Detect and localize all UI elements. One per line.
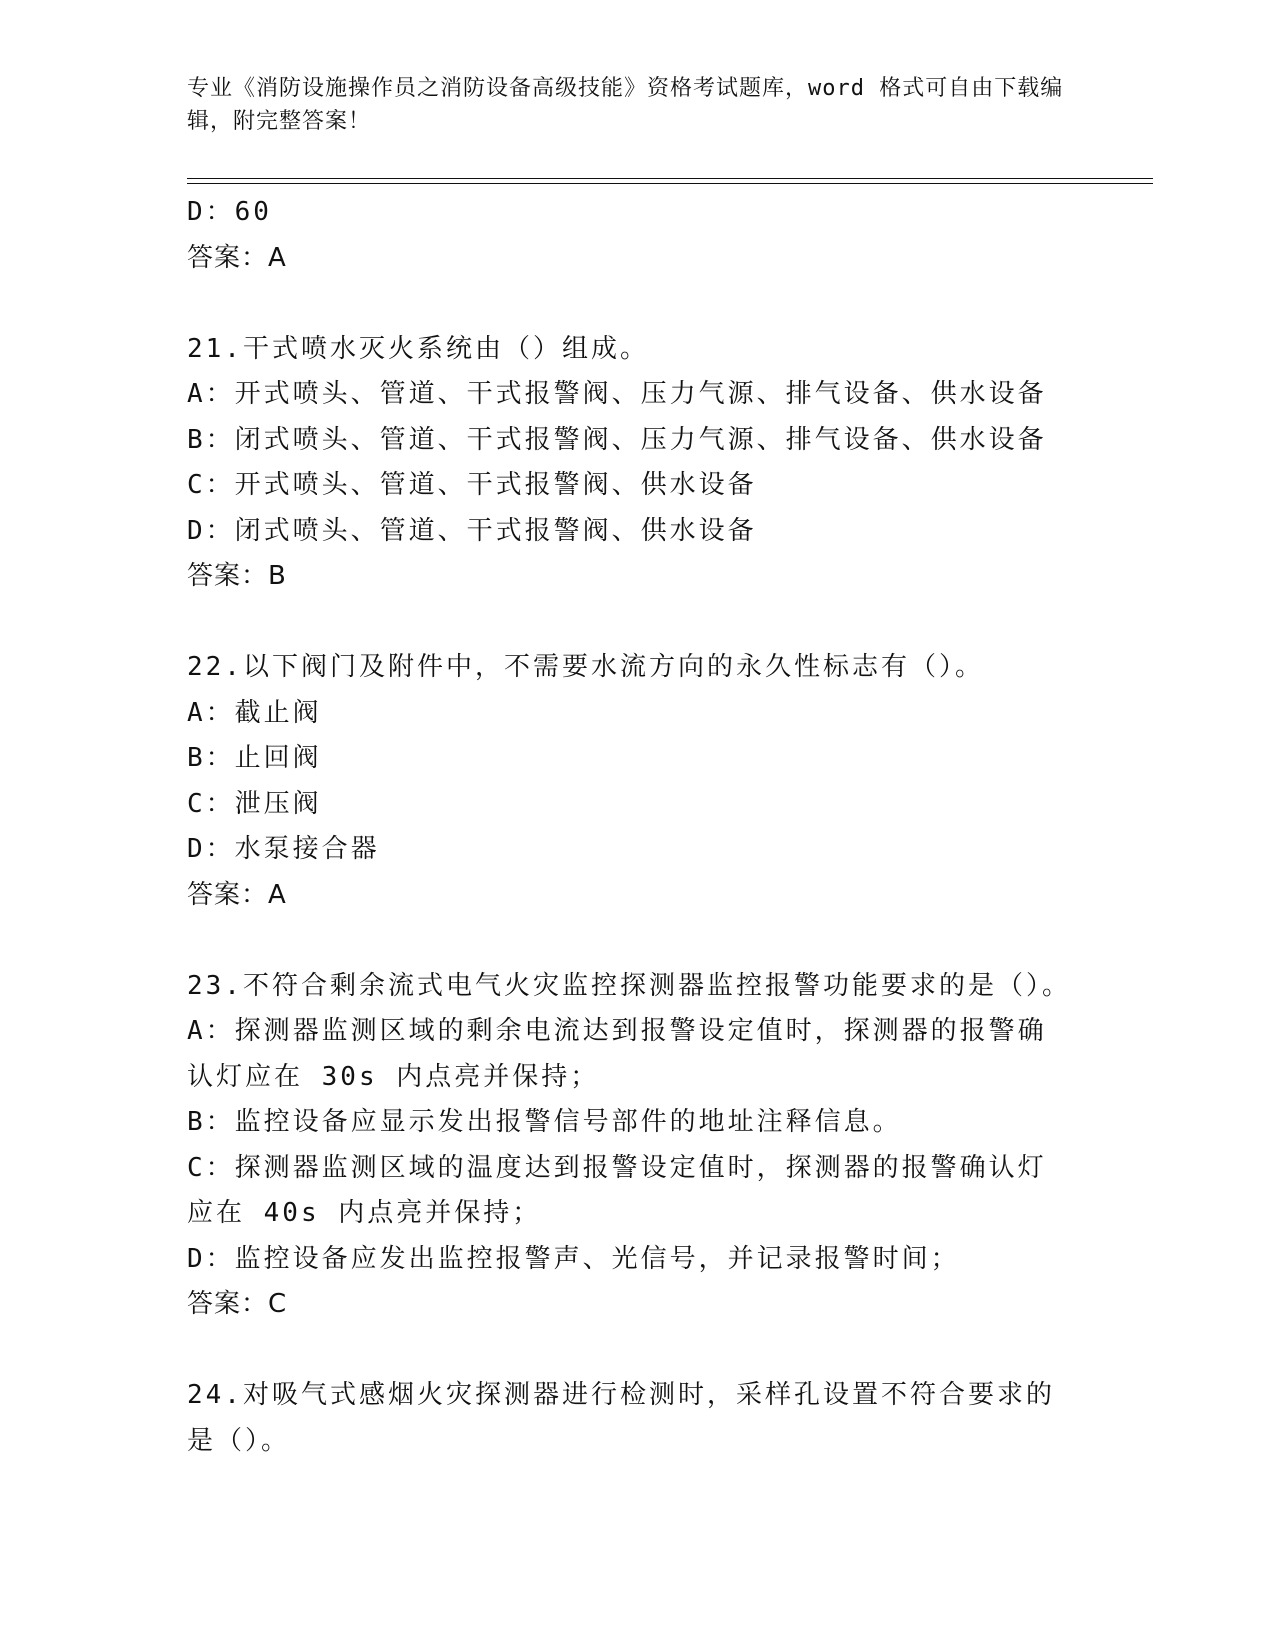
answer: 答案：B [187, 561, 287, 591]
question-23 [187, 964, 1071, 1328]
question-21 [187, 327, 1067, 600]
option-c: C：泄压阀 [187, 788, 322, 819]
question-stem: 21.干式喷水灭火系统由（）组成。 [187, 333, 649, 364]
question-24 [187, 1373, 1067, 1464]
option-b: B：监控设备应显示发出报警信号部件的地址注释信息。 [187, 1107, 902, 1137]
spacer [187, 281, 1067, 327]
question-stem: 24.对吸气式感烟火灾探测器进行检测时，采样孔设置不符合要求的是（）。 [187, 1380, 1055, 1456]
prev-option-d: D：60 [187, 197, 272, 227]
option-d: D：监控设备应发出监控报警声、光信号，并记录报警时间； [187, 1243, 960, 1274]
answer: 答案：A [187, 879, 287, 910]
answer: 答案：C [187, 1289, 288, 1319]
header-rule-top [187, 178, 1153, 179]
spacer [187, 600, 1067, 646]
option-d: D：水泵接合器 [187, 834, 380, 864]
header-rule-bottom [187, 183, 1153, 184]
option-c: C：探测器监测区域的温度达到报警设定值时，探测器的报警确认灯应在 40s 内点亮并保持； [187, 1152, 1047, 1228]
spacer [187, 918, 1067, 964]
option-a: A：探测器监测区域的剩余电流达到报警设定值时，探测器的报警确认灯应在 30s 内点亮并保持； [187, 1016, 1047, 1092]
option-b: B：闭式喷头、管道、干式报警阀、压力气源、排气设备、供水设备 [187, 424, 1047, 455]
document-body [187, 190, 1071, 1464]
question-22 [187, 645, 1067, 918]
option-c: C：开式喷头、管道、干式报警阀、供水设备 [187, 470, 757, 500]
document-header: 专业《消防设施操作员之消防设备高级技能》资格考试题库，word 格式可自由下载编辑，附完整答案！ [187, 76, 1064, 134]
option-b: B：止回阀 [187, 743, 322, 773]
question-stem: 23.不符合剩余流式电气火灾监控探测器监控报警功能要求的是（）。 [187, 970, 1071, 1001]
option-a: A：开式喷头、管道、干式报警阀、压力气源、排气设备、供水设备 [187, 379, 1047, 409]
option-a: A：截止阀 [187, 697, 322, 728]
question-stem: 22.以下阀门及附件中，不需要水流方向的永久性标志有（）。 [187, 652, 984, 682]
spacer [187, 1328, 1067, 1374]
option-d: D：闭式喷头、管道、干式报警阀、供水设备 [187, 515, 757, 546]
prev-answer: 答案：A [187, 242, 287, 273]
